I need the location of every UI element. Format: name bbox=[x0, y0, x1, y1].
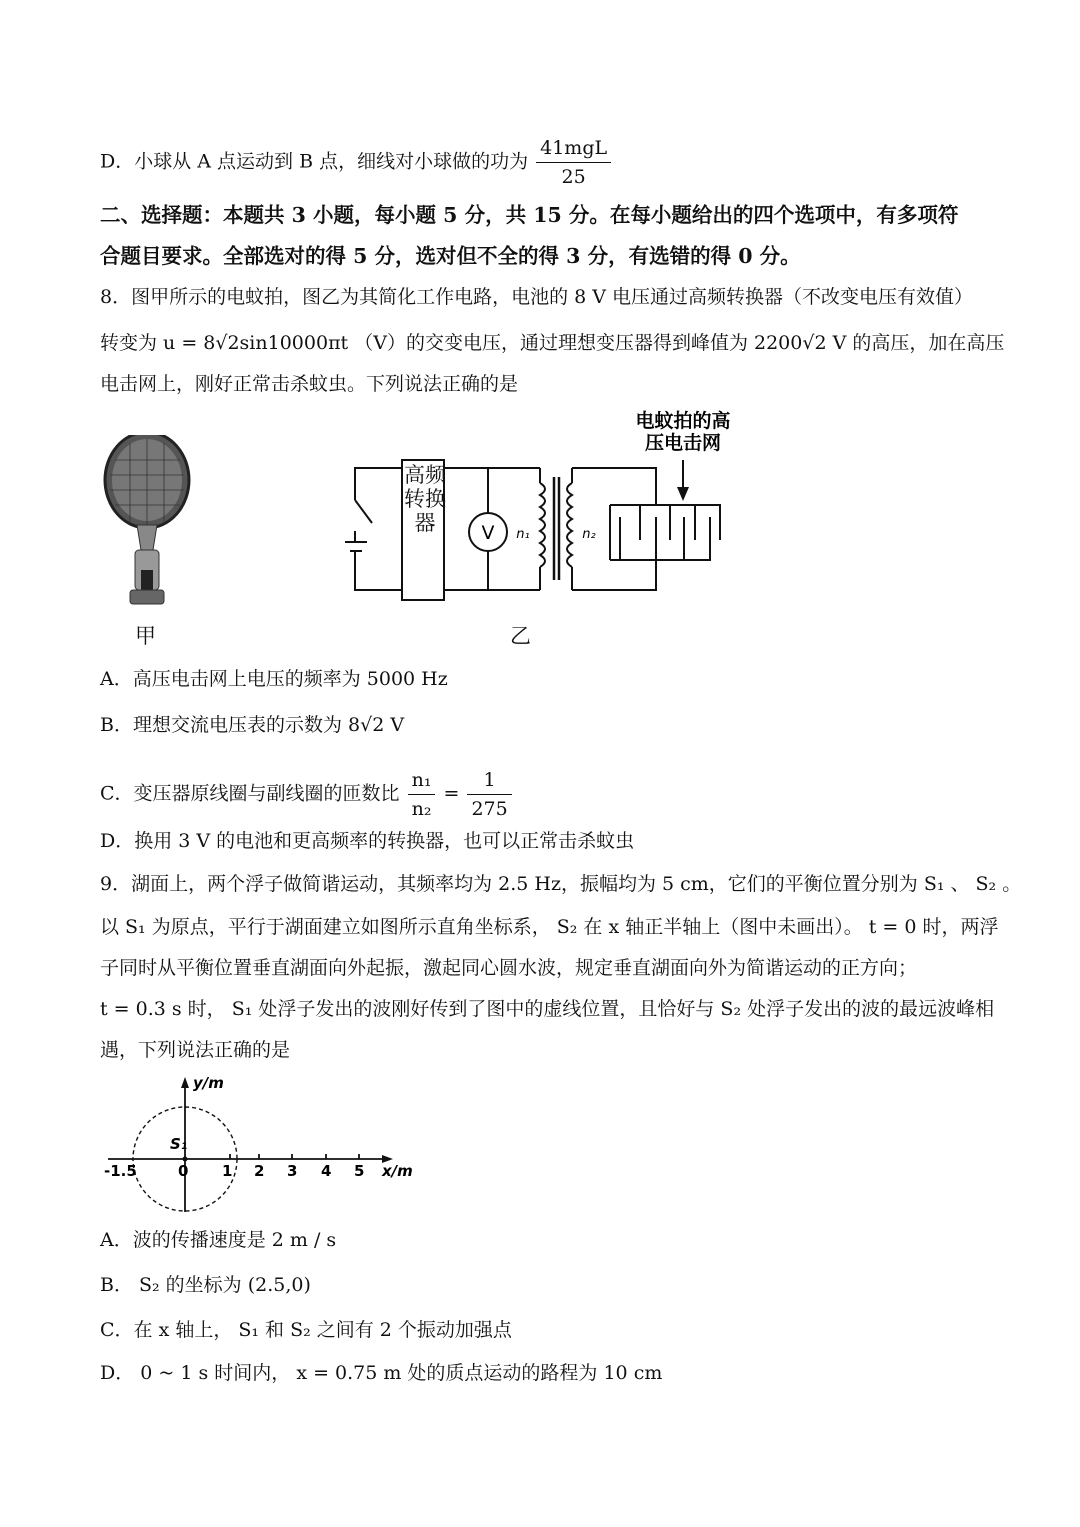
source-point bbox=[183, 1157, 188, 1162]
tick-label: 5 bbox=[354, 1162, 365, 1180]
q9-option-c: C．在 x 轴上， S₁ 和 S₂ 之间有 2 个振动加强点 bbox=[100, 1319, 512, 1341]
section2-heading-line1: 二、选择题：本题共 3 小题，每小题 5 分，共 15 分。在每小题给出的四个选项中，有多项符 bbox=[100, 203, 959, 227]
q7-option-d-text: D．小球从 A 点运动到 B 点，细线对小球做的功为 bbox=[100, 150, 529, 173]
q7-option-d-fraction bbox=[536, 136, 611, 189]
q7-option-d bbox=[100, 136, 613, 189]
n2-label: n₂ bbox=[582, 527, 596, 542]
fraction-denominator: 25 bbox=[561, 166, 586, 188]
fraction-numerator: 41mgL bbox=[536, 136, 611, 163]
net-label-line2: 压电击网 bbox=[644, 432, 722, 454]
source-label: S₁ bbox=[170, 1135, 188, 1153]
q9-option-b: B． S₂ 的坐标为 (2.5,0) bbox=[100, 1274, 311, 1296]
y-axis-label: y/m bbox=[193, 1074, 224, 1092]
q8-option-b: B．理想交流电压表的示数为 8√2 V bbox=[100, 714, 405, 736]
fraction-denominator: 275 bbox=[471, 798, 508, 820]
origin-label: 0 bbox=[178, 1162, 189, 1180]
tick-label: 1 bbox=[222, 1162, 233, 1180]
q8-stem-line1: 8．图甲所示的电蚊拍，图乙为其简化工作电路，电池的 8 V 电压通过高频转换器（不改变电压有效值） bbox=[100, 286, 974, 308]
tick-label: 2 bbox=[254, 1162, 265, 1180]
circuit-diagram bbox=[340, 405, 760, 650]
n1-label: n₁ bbox=[516, 527, 530, 542]
q9-stem-line2: 以 S₁ 为原点，平行于湖面建立如图所示直角坐标系， S₂ 在 x 轴正半轴上（图中未画出）。 t = 0 时，两浮 bbox=[100, 916, 999, 938]
equals-sign: = bbox=[443, 782, 460, 805]
wave-coordinate-figure bbox=[98, 1072, 428, 1217]
mosquito-racket-figure bbox=[95, 435, 205, 650]
figure-label-yi: 乙 bbox=[510, 624, 531, 648]
q8-option-a: A．高压电击网上电压的频率为 5000 Hz bbox=[100, 668, 448, 690]
q9-option-d: D． 0 ~ 1 s 时间内， x = 0.75 m 处的质点运动的路程为 10 cm bbox=[100, 1362, 663, 1384]
arrow-down-icon bbox=[677, 487, 689, 501]
fraction-numerator: 1 bbox=[467, 768, 511, 795]
section2-heading-line2: 合题目要求。全部选对的得 5 分，选对但不全的得 3 分，有选错的得 0 分。 bbox=[100, 244, 801, 268]
turns-ratio-fraction bbox=[408, 768, 436, 821]
y-axis-arrow-icon bbox=[181, 1077, 189, 1088]
q9-option-a: A．波的传播速度是 2 m / s bbox=[100, 1229, 337, 1251]
tick-label: 4 bbox=[321, 1162, 332, 1180]
figure-label-jia: 甲 bbox=[135, 624, 156, 648]
q8-stem-line3: 电击网上，刚好正常击杀蚊虫。下列说法正确的是 bbox=[100, 373, 519, 395]
q9-stem-line1: 9．湖面上，两个浮子做简谐运动，其频率均为 2.5 Hz，振幅均为 5 cm，它们的平衡位置分别为 S₁ 、 S₂ 。 bbox=[100, 873, 1022, 895]
q9-stem-line3: 子同时从平衡位置垂直湖面向外起振，激起同心圆水波，规定垂直湖面向外为简谐运动的正方向； bbox=[100, 957, 918, 979]
x-axis-label: x/m bbox=[382, 1162, 413, 1180]
q8-option-c bbox=[100, 768, 514, 821]
net-label-line1: 电蚊拍的高 bbox=[635, 410, 731, 432]
q8-stem-line2: 转变为 u = 8√2sin10000πt （V）的交变电压，通过理想变压器得到峰值为 2200√2 V 的高压，加在高压 bbox=[100, 332, 1005, 354]
turns-ratio-value-fraction bbox=[467, 768, 511, 821]
fraction-denominator: n₂ bbox=[411, 798, 432, 820]
fraction-numerator: n₁ bbox=[408, 768, 436, 795]
tick-label: 3 bbox=[287, 1162, 298, 1180]
q9-stem-line5: 遇，下列说法正确的是 bbox=[100, 1039, 291, 1061]
tick-label: -1.5 bbox=[104, 1162, 137, 1180]
q9-stem-line4: t = 0.3 s 时， S₁ 处浮子发出的波刚好传到了图中的虚线位置，且恰好与 S₂ 处浮子发出的波的最远波峰相 bbox=[100, 998, 995, 1020]
converter-label: 高频转换器 bbox=[404, 463, 446, 535]
q8-option-c-text: C．变压器原线圈与副线圈的匝数比 bbox=[100, 782, 400, 805]
q8-option-d: D．换用 3 V 的电池和更高频率的转换器，也可以正常击杀蚊虫 bbox=[100, 830, 635, 852]
voltmeter-label: V bbox=[481, 522, 495, 544]
